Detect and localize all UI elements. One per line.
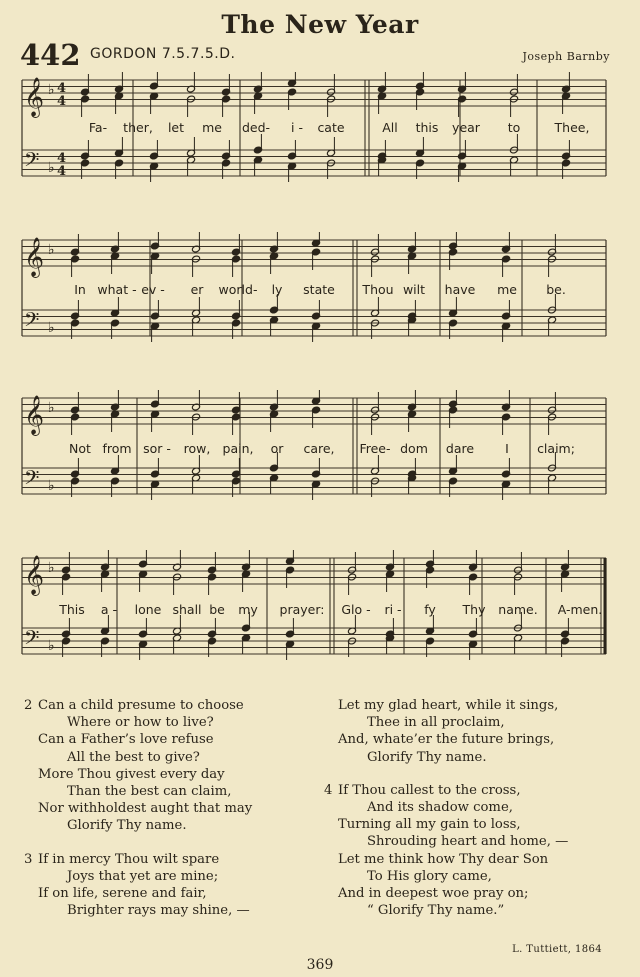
stanza-text: Glorify Thy name. — [367, 749, 487, 765]
stanza-text: Nor withholdest aught that may — [38, 801, 253, 817]
lyric-syllable: ev - — [141, 282, 165, 297]
lyric-syllable: Glo - — [341, 602, 371, 617]
treble-clef-icon: 𝄞 — [24, 237, 45, 277]
lyric-syllable: be. — [546, 282, 566, 297]
verse-number: 2 — [24, 698, 33, 713]
stanza-line — [38, 817, 252, 834]
lyric-syllable: Thy — [462, 602, 486, 617]
composer-name: Joseph Barnby — [522, 50, 610, 63]
time-signature: 4 — [57, 164, 67, 179]
stanza-line — [38, 783, 252, 800]
stanza-line — [338, 902, 568, 919]
lyric-syllable: me — [202, 120, 222, 135]
flat-sign-icon: ♭ — [48, 560, 55, 576]
stanza-text: More Thou givest every day — [38, 766, 225, 782]
stanza-line — [324, 782, 568, 799]
lyric-syllable: Not — [69, 441, 91, 456]
lyric-syllable: state — [303, 282, 335, 297]
lyric-syllable: lone — [134, 602, 162, 617]
lyric-syllable: what - — [97, 282, 137, 297]
flat-sign-icon: ♭ — [48, 638, 55, 654]
lyric-syllable: sor - — [143, 441, 171, 456]
flat-sign-icon: ♭ — [48, 400, 55, 416]
lyric-syllable: this — [415, 120, 439, 135]
lyric-syllable: er — [190, 282, 204, 297]
treble-clef-icon: 𝄞 — [24, 555, 45, 595]
lyric-syllable: Fa- — [88, 120, 108, 135]
stanza-text: And in deepest woe pray on; — [338, 885, 529, 901]
lyric-syllable: let — [167, 120, 185, 135]
bass-clef-icon: 𝄢 — [24, 466, 40, 494]
lyric-syllable: All — [382, 120, 398, 135]
stanza-line — [38, 868, 252, 885]
lyric-syllable: prayer: — [279, 602, 325, 617]
stanza-line — [338, 714, 568, 731]
flat-sign-icon: ♭ — [48, 320, 55, 336]
stanza-line — [38, 749, 252, 766]
lyric-syllable: or — [270, 441, 284, 456]
lyric-syllable: row, — [183, 441, 211, 456]
time-signature: 4 — [57, 151, 67, 166]
lyric-syllable: a - — [100, 602, 118, 617]
flat-sign-icon: ♭ — [48, 160, 55, 176]
stanza-text: Glorify Thy name. — [67, 818, 187, 834]
stanza-line — [338, 885, 568, 902]
stanza-line — [338, 816, 568, 833]
stanza-text: Let me think how Thy dear Son — [338, 851, 549, 867]
stanza-text: Let my glad heart, while it sings, — [338, 698, 559, 713]
lyrics-line — [0, 441, 640, 461]
verse-number: 3 — [24, 851, 33, 867]
stanza-text: Can a child presume to choose — [38, 698, 244, 713]
stanza-text: Turning all my gain to loss, — [338, 817, 521, 833]
stanza-text: Thee in all proclaim, — [367, 715, 505, 731]
lyric-syllable: dare — [445, 441, 475, 456]
stanza-line — [24, 697, 252, 714]
lyric-syllable: shall — [172, 602, 202, 617]
stanza-line — [338, 868, 568, 885]
stanza-line — [338, 731, 568, 748]
lyric-syllable: year — [452, 120, 480, 135]
stanza-line — [38, 766, 252, 783]
lyric-syllable: to — [507, 120, 521, 135]
tune-name: GORDON 7.5.7.5.D. — [90, 46, 236, 62]
lyric-syllable: cate — [317, 120, 345, 135]
stanza-text: “ Glorify Thy name.” — [367, 903, 505, 919]
lyric-syllable: claim; — [537, 441, 575, 456]
page-number: 369 — [306, 957, 334, 973]
bass-clef-icon: 𝄢 — [24, 308, 40, 336]
time-signature: 4 — [57, 81, 67, 96]
stanza-line — [338, 851, 568, 868]
stanza-text: To His glory came, — [367, 868, 492, 884]
stanza-column-left — [24, 697, 253, 919]
stanza-line — [338, 749, 568, 766]
lyric-syllable: name. — [498, 602, 538, 617]
lyric-syllable: my — [238, 602, 258, 617]
bass-clef-icon: 𝄢 — [24, 148, 40, 176]
lyric-syllable: Thou — [362, 282, 394, 297]
flat-sign-icon: ♭ — [48, 242, 55, 258]
lyric-syllable: I — [505, 441, 509, 456]
time-signature: 4 — [57, 94, 67, 109]
lyric-syllable: wilt — [402, 282, 426, 297]
stanza-line — [24, 851, 252, 868]
lyrics-line — [0, 282, 640, 302]
stanza-text: And its shadow come, — [367, 799, 513, 815]
lyric-syllable: This — [59, 602, 85, 617]
stanza-text: If on life, serene and fair, — [38, 885, 207, 901]
stanza-text: Than the best can claim, — [67, 783, 232, 799]
lyric-syllable: In — [74, 282, 86, 297]
stanza-column-right — [324, 697, 569, 919]
stanza-text: Shrouding heart and home, — — [367, 834, 569, 850]
hymn-title: The New Year — [221, 10, 419, 39]
lyric-syllable: me — [497, 282, 517, 297]
lyric-syllable: dom — [400, 441, 428, 456]
lyric-syllable: fy — [424, 602, 436, 617]
stanza-line — [38, 902, 252, 919]
hymn-number: 442 — [20, 38, 81, 72]
stanza-line — [338, 697, 568, 714]
lyric-syllable: from — [102, 441, 132, 456]
lyric-syllable: ther, — [123, 120, 153, 135]
treble-clef-icon: 𝄞 — [24, 77, 45, 117]
lyric-syllable: i - — [291, 120, 303, 135]
lyric-syllable: ly — [271, 282, 283, 297]
stanza-text: All the best to give? — [67, 749, 200, 765]
stanza-text: Where or how to live? — [67, 715, 214, 731]
lyric-syllable: ded- — [241, 120, 271, 135]
lyric-syllable: ri - — [384, 602, 402, 617]
stanza-line — [38, 800, 252, 817]
stanza-text: And, whate’er the future brings, — [338, 732, 555, 748]
stanza-line — [38, 731, 252, 748]
stanza-text: If in mercy Thou wilt spare — [38, 851, 220, 867]
stanza-line — [338, 833, 568, 850]
stanza-text: Can a Father’s love refuse — [38, 732, 214, 748]
lyric-syllable: Thee, — [554, 120, 590, 135]
lyrics-line — [0, 120, 640, 140]
lyric-syllable: pain, — [222, 441, 254, 456]
stanza-line — [338, 799, 568, 816]
verse-number: 4 — [324, 782, 333, 798]
stanza-text: If Thou callest to the cross, — [338, 782, 521, 798]
bass-clef-icon: 𝄢 — [24, 626, 40, 654]
lyric-syllable: be — [209, 602, 225, 617]
lyric-syllable: have — [444, 282, 476, 297]
lyric-syllable: world- — [218, 282, 258, 297]
lyric-syllable: Free- — [359, 441, 391, 456]
stanza-text: Brighter rays may shine, — — [67, 903, 250, 919]
stanza-line — [38, 714, 252, 731]
stanza-text: Joys that yet are mine; — [67, 868, 219, 884]
flat-sign-icon: ♭ — [48, 478, 55, 494]
treble-clef-icon: 𝄞 — [24, 395, 45, 435]
stanza-line — [38, 885, 252, 902]
lyric-syllable: A-men. — [557, 602, 603, 617]
lyrics-line — [0, 602, 640, 622]
text-author-credit: L. Tuttiett, 1864 — [512, 944, 602, 955]
lyric-syllable: care, — [303, 441, 335, 456]
flat-sign-icon: ♭ — [48, 82, 55, 98]
